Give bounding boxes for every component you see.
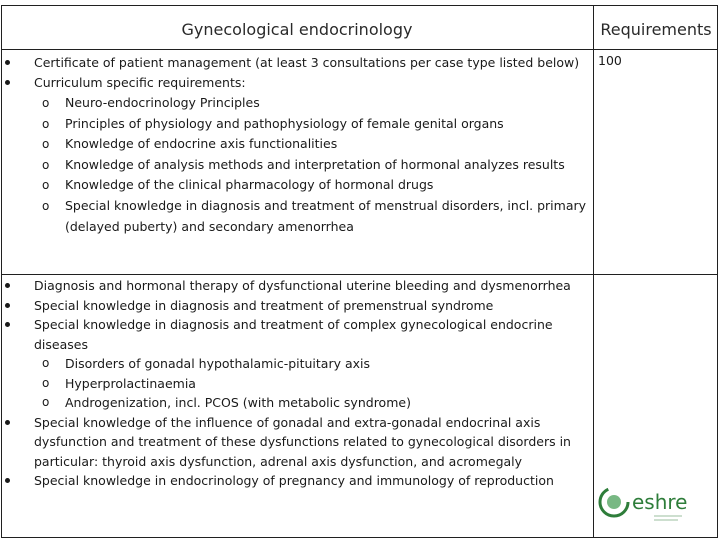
sub-list-item: o Special knowledge in diagnosis and treatment of menstrual disorders, incl. primary (delayed puberty) and secondary amenorrhea bbox=[34, 196, 592, 237]
list-item: Diagnosis and hormonal therapy of dysfunctional uterine bleeding and dysmenorrhea bbox=[2, 276, 592, 296]
logo-dot-icon bbox=[607, 495, 621, 509]
list-item bbox=[2, 73, 592, 237]
column-header-requirements: Requirements bbox=[600, 20, 712, 39]
section-2-content bbox=[2, 276, 592, 491]
list-item-label: Special knowledge in diagnosis and treatment of complex gynecological endocrine diseases bbox=[34, 317, 553, 352]
section-1-content bbox=[2, 53, 592, 237]
header-divider bbox=[2, 49, 717, 50]
list-item: Special knowledge in diagnosis and treatment of premenstrual syndrome bbox=[2, 296, 592, 316]
sub-list-item: o Neuro-endocrinology Principles bbox=[34, 93, 592, 114]
list-item: Special knowledge in endocrinology of pregnancy and immunology of reproduction bbox=[2, 471, 592, 491]
logo-wordmark: eshre bbox=[632, 490, 688, 514]
sub-list-item: o Knowledge of endocrine axis functionalities bbox=[34, 134, 592, 155]
list-item: Special knowledge of the influence of gonadal and extra-gonadal endocrinal axis dysfunction and treatment of these dysfunctions related to gynecological disorders in particular: thyroid axis dysfunction, adrenal axis dysfunction, and acromegaly bbox=[2, 413, 592, 472]
sub-list-item: o Hyperprolactinaemia bbox=[34, 374, 592, 394]
requirement-value: 100 bbox=[598, 53, 622, 68]
column-header-topic: Gynecological endocrinology bbox=[181, 20, 413, 39]
eshre-logo bbox=[598, 478, 696, 526]
sub-list-item: o Disorders of gonadal hypothalamic-pituitary axis bbox=[34, 354, 592, 374]
list-item bbox=[2, 315, 592, 413]
sub-list-item: o Knowledge of analysis methods and interpretation of hormonal analyzes results bbox=[34, 155, 592, 176]
column-divider bbox=[593, 6, 594, 537]
sub-list-item: o Androgenization, incl. PCOS (with metabolic syndrome) bbox=[34, 393, 592, 413]
list-item-label: Curriculum specific requirements: bbox=[34, 75, 246, 90]
sub-list-item: o Knowledge of the clinical pharmacology of hormonal drugs bbox=[34, 175, 592, 196]
section-divider bbox=[2, 274, 717, 275]
list-item: Certificate of patient management (at least 3 consultations per case type listed below) bbox=[2, 53, 592, 73]
curriculum-table bbox=[1, 5, 718, 538]
sub-list-item: o Principles of physiology and pathophysiology of female genital organs bbox=[34, 114, 592, 135]
